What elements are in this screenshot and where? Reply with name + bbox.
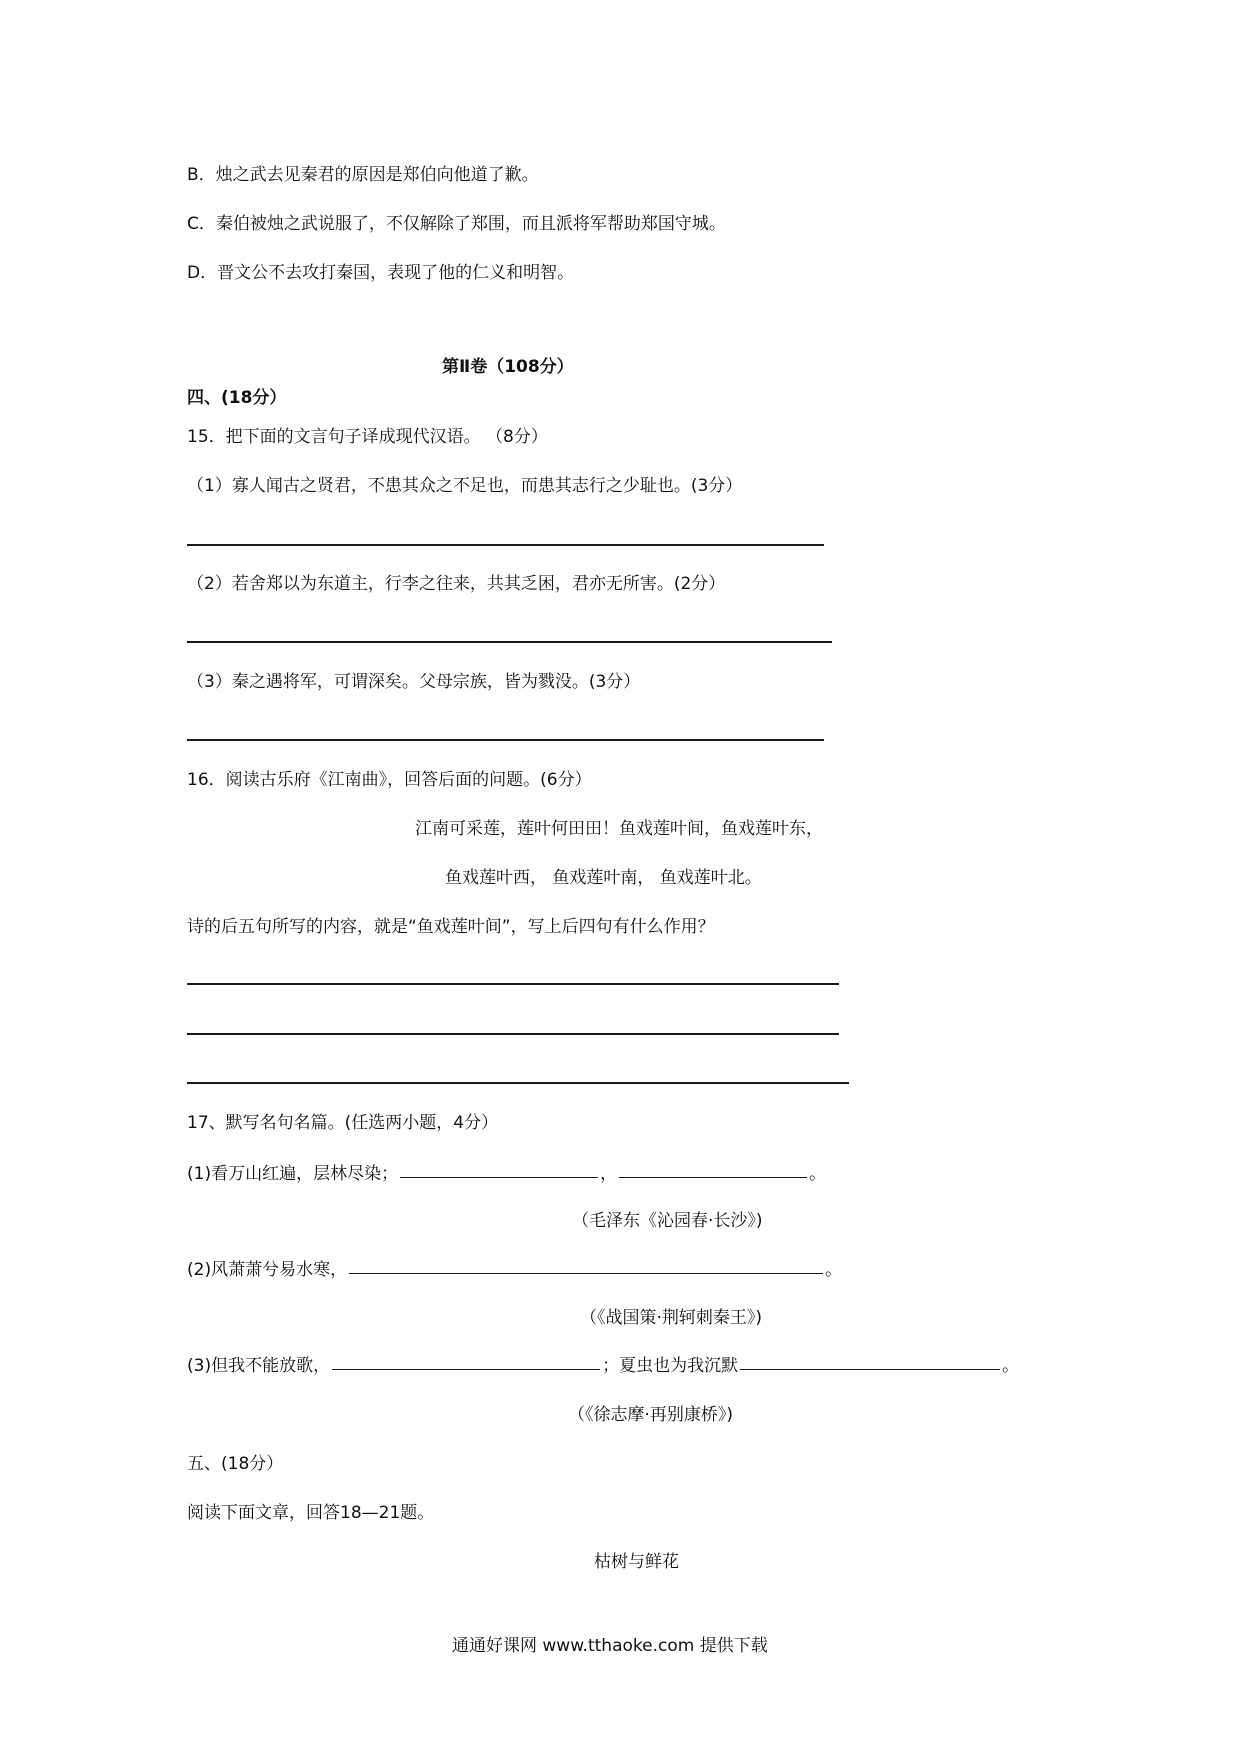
answer-line-q15-1[interactable] bbox=[187, 544, 824, 546]
q16-prompt: 16．阅读古乐府《江南曲》，回答后面的问题。(6分） bbox=[187, 770, 592, 790]
q17-item-1-end: 。 bbox=[809, 1164, 827, 1184]
q17-item-2-source: （《战国策·荆轲刺秦王》) bbox=[580, 1308, 763, 1328]
blank-q17-1b[interactable] bbox=[619, 1177, 807, 1178]
q17-item-3-end: 。 bbox=[1002, 1356, 1020, 1376]
option-c: C．秦伯被烛之武说服了，不仅解除了郑围，而且派将军帮助郑国守城。 bbox=[187, 214, 726, 234]
q17-item-2-end: 。 bbox=[825, 1260, 843, 1280]
q17-item-3 bbox=[187, 1354, 1019, 1378]
q15-sentence-1: （1）寡人闻古之贤君，不患其众之不足也，而患其志行之少耻也。(3分） bbox=[187, 476, 743, 496]
q17-item-1-sep: ， bbox=[600, 1164, 618, 1184]
poem-line-1: 江南可采莲，莲叶何田田！鱼戏莲叶间，鱼戏莲叶东， bbox=[415, 819, 823, 839]
q17-item-1 bbox=[187, 1162, 826, 1186]
q17-item-3-source: （《徐志摩·再别康桥》) bbox=[568, 1405, 734, 1425]
section5-instruction: 阅读下面文章，回答18—21题。 bbox=[187, 1503, 435, 1523]
volume-title: 第Ⅱ卷（108分） bbox=[442, 357, 574, 377]
option-d: D．晋文公不去攻打秦国，表现了他的仁义和明智。 bbox=[187, 263, 575, 283]
answer-line-q15-3[interactable] bbox=[187, 739, 824, 741]
q17-item-2 bbox=[187, 1258, 842, 1282]
poem-line-2: 鱼戏莲叶西， 鱼戏莲叶南， 鱼戏莲叶北。 bbox=[445, 868, 762, 888]
blank-q17-1a[interactable] bbox=[400, 1177, 598, 1178]
section4-heading: 四、(18分） bbox=[187, 388, 287, 408]
section5-heading: 五、(18分） bbox=[187, 1454, 284, 1474]
page-footer: 通通好课网 www.tthaoke.com 提供下载 bbox=[452, 1636, 768, 1656]
q17-item-3-mid: ；夏虫也为我沉默 bbox=[602, 1356, 739, 1376]
answer-line-q15-2[interactable] bbox=[187, 641, 832, 643]
q17-item-2-start: (2)风萧萧兮易水寒， bbox=[187, 1260, 348, 1280]
q17-prompt: 17、默写名句名篇。(任选两小题，4分） bbox=[187, 1113, 499, 1133]
blank-q17-2[interactable] bbox=[349, 1273, 823, 1274]
q17-item-1-source: （毛泽东《沁园春·长沙》) bbox=[572, 1211, 763, 1231]
blank-q17-3a[interactable] bbox=[332, 1369, 600, 1370]
q15-sentence-2: （2）若舍郑以为东道主，行李之往来，共其乏困，君亦无所害。(2分） bbox=[187, 574, 726, 594]
answer-line-q16-1[interactable] bbox=[187, 983, 839, 985]
q17-item-1-start: (1)看万山红遍，层林尽染； bbox=[187, 1164, 399, 1184]
article-title: 枯树与鲜花 bbox=[594, 1552, 679, 1572]
q17-item-3-start: (3)但我不能放歌， bbox=[187, 1356, 331, 1376]
blank-q17-3b[interactable] bbox=[740, 1369, 1000, 1370]
q15-sentence-3: （3）秦之遇将军，可谓深矣。父母宗族，皆为戮没。(3分） bbox=[187, 672, 641, 692]
q16-question: 诗的后五句所写的内容，就是“鱼戏莲叶间”，写上后四句有什么作用？ bbox=[187, 917, 715, 937]
answer-line-q16-2[interactable] bbox=[187, 1033, 839, 1035]
option-b: B．烛之武去见秦君的原因是郑伯向他道了歉。 bbox=[187, 165, 539, 185]
q15-prompt: 15．把下面的文言句子译成现代汉语。 （8分） bbox=[187, 427, 548, 447]
answer-line-q16-3[interactable] bbox=[187, 1082, 849, 1084]
